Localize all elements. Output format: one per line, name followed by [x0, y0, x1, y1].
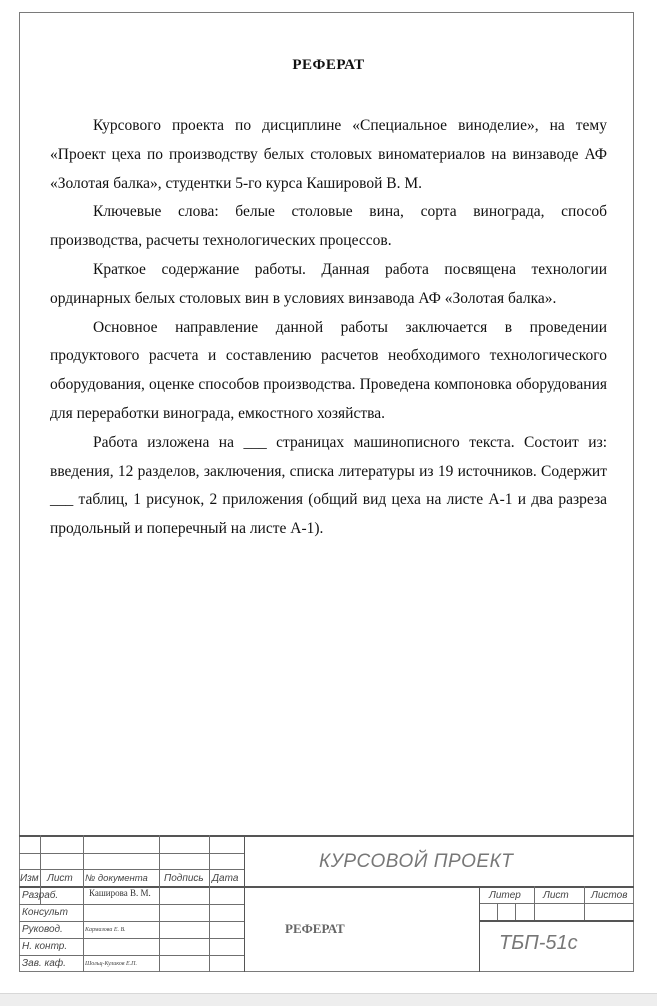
- stamp-line: [83, 835, 84, 972]
- stamp-line: [479, 920, 634, 922]
- project-type: КУРСОВОЙ ПРОЕКТ: [319, 851, 514, 872]
- role-head: Зав. каф.: [22, 958, 66, 969]
- stamp-top-border: [19, 835, 634, 837]
- paragraph-summary: Краткое содержание работы. Данная работа посвящена технологии ординарных белых столовых вин в условиях винзавода АФ «Золотая балка».: [50, 260, 607, 307]
- stamp-line: [244, 835, 245, 972]
- stamp-line: [497, 903, 498, 920]
- role-supervisor: Руковод.: [22, 924, 63, 935]
- label-list: Лист: [47, 873, 73, 884]
- label-izm: Изм: [20, 873, 39, 884]
- name-developer: Каширова В. М.: [89, 888, 151, 898]
- stamp-line: [19, 869, 244, 870]
- role-consultant: Консульт: [22, 907, 68, 918]
- role-developer: Разраб.: [22, 890, 59, 901]
- paragraph-direction: Основное направление данной работы заключается в проведении продуктового расчета и составлению расчетов необходимого технологического оборудования, оценке способов производства. Проведена компоновка оборудования для переработки винограда, емкостного хозяйства.: [50, 318, 607, 422]
- stamp-line: [515, 903, 516, 920]
- label-liter: Литер: [489, 890, 521, 901]
- label-sheet: Лист: [543, 890, 569, 901]
- stamp-line: [209, 835, 210, 972]
- document-body: [50, 112, 607, 544]
- stamp-line: [19, 853, 244, 854]
- stamp-line: [479, 886, 480, 972]
- stamp-line: [19, 938, 244, 939]
- title-block: [19, 835, 634, 972]
- role-norm-control: Н. контр.: [22, 941, 68, 952]
- paragraph-intro: Курсового проекта по дисциплине «Специальное виноделие», на тему «Проект цеха по производству белых столовых виноматериалов на винзаводе АФ «Золотая балка», студентки 5-го курса Кашировой В. М.: [50, 117, 607, 192]
- paragraph-volume: Работа изложена на ___ страницах машинописного текста. Состоит из: введения, 12 разделов, заключения, списка литературы из 19 источников. Содержит ___ таблиц, 1 рисунок, 2 приложения (общий вид цеха на листе А-1 и два разреза продольный и поперечный на листе А-1).: [50, 433, 607, 538]
- label-date: Дата: [212, 873, 239, 884]
- stamp-line: [19, 921, 244, 922]
- viewer-bottom-strip: [0, 993, 657, 1006]
- stamp-line: [584, 886, 585, 920]
- stamp-line: [479, 903, 634, 904]
- name-supervisor: Кармазова Е. В.: [85, 927, 126, 933]
- stamp-line: [534, 886, 535, 920]
- label-sheets-total: Листов: [591, 890, 628, 901]
- label-signature: Подпись: [164, 873, 204, 884]
- stamp-line: [159, 835, 160, 972]
- label-doc-number: № документа: [85, 873, 148, 884]
- stamp-line: [19, 904, 244, 905]
- page-title: РЕФЕРАТ: [292, 57, 365, 73]
- stamp-line: [19, 955, 244, 956]
- paragraph-keywords: Ключевые слова: белые столовые вина, сорта винограда, способ производства, расчеты технологических процессов.: [50, 203, 607, 250]
- stamp-section-title: РЕФЕРАТ: [285, 921, 345, 936]
- name-head: Шольц-Куликов Е.П.: [85, 961, 137, 967]
- group-code: ТБП-51с: [499, 932, 578, 954]
